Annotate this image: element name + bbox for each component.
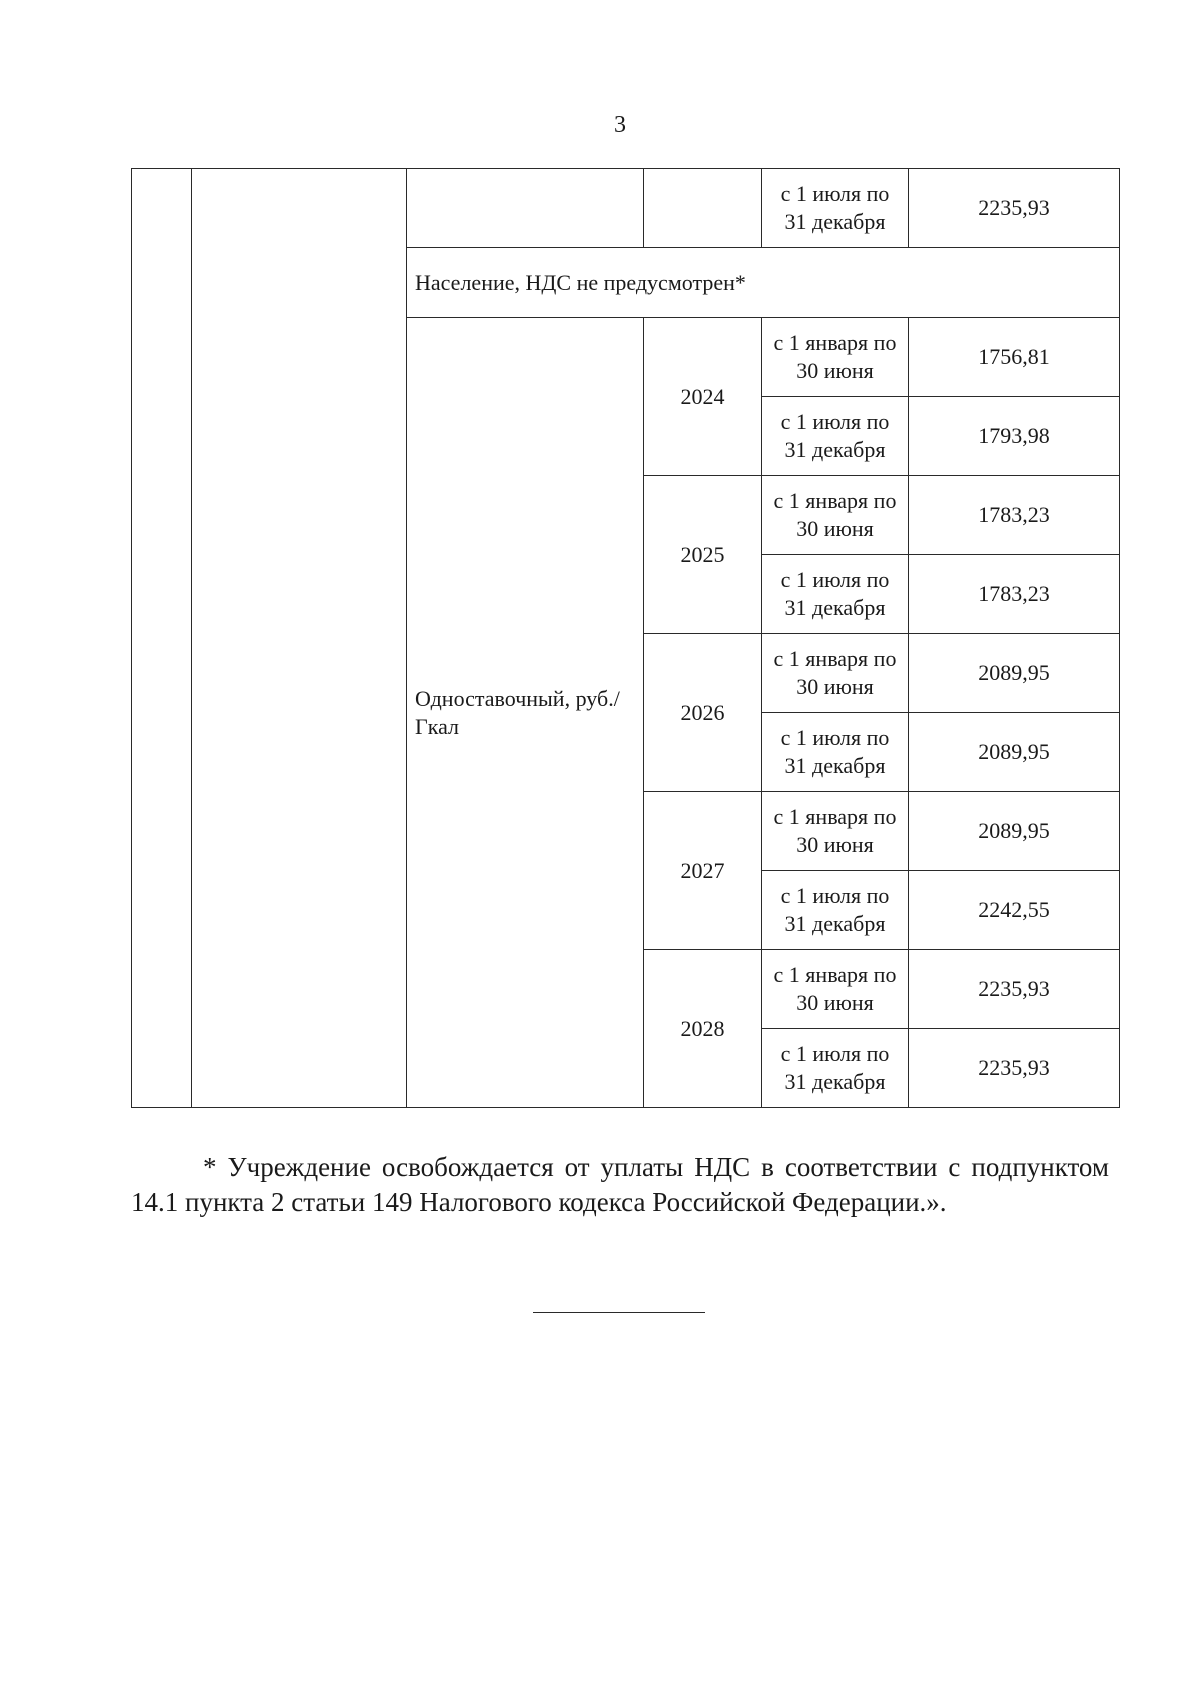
tariff-value-cell: 2235,93 (909, 169, 1120, 248)
footnote: * Учреждение освобождается от уплаты НДС в соответствии с подпунктом 14.1 пункта 2 статьи 149 Налогового кодекса Российской Федерации.». (131, 1152, 1109, 1217)
year-cell: 2027 (644, 792, 762, 950)
tariff-value-cell: 1793,98 (909, 397, 1120, 476)
period-cell: с 1 июля по 31 декабря (762, 1029, 909, 1108)
tariff-value-cell: 2242,55 (909, 871, 1120, 950)
period-cell: с 1 июля по 31 декабря (762, 555, 909, 634)
rate-type-cell-empty (407, 169, 644, 248)
organization-cell (192, 169, 407, 1108)
period-cell: с 1 июля по 31 декабря (762, 169, 909, 248)
year-cell: 2028 (644, 950, 762, 1108)
tariff-value-cell: 2089,95 (909, 792, 1120, 871)
end-divider (533, 1312, 705, 1313)
tariff-value-cell: 1783,23 (909, 476, 1120, 555)
tariff-value-cell: 1756,81 (909, 318, 1120, 397)
period-cell: с 1 января по 30 июня (762, 792, 909, 871)
period-cell: с 1 января по 30 июня (762, 634, 909, 713)
tariff-table (131, 168, 1120, 1108)
rate-type-cell: Одноставочный, руб./Гкал (407, 318, 644, 1108)
period-cell: с 1 января по 30 июня (762, 476, 909, 555)
number-cell (132, 169, 192, 1108)
period-cell: с 1 января по 30 июня (762, 950, 909, 1029)
page-number: 3 (614, 112, 626, 138)
category-cell: Население, НДС не предусмотрен* (407, 248, 1120, 318)
table-row-continuation (132, 169, 1120, 248)
tariff-value-cell: 2089,95 (909, 713, 1120, 792)
period-cell: с 1 июля по 31 декабря (762, 397, 909, 476)
year-cell: 2024 (644, 318, 762, 476)
period-cell: с 1 июля по 31 декабря (762, 713, 909, 792)
year-cell: 2025 (644, 476, 762, 634)
tariff-value-cell: 2089,95 (909, 634, 1120, 713)
year-cell-empty (644, 169, 762, 248)
tariff-value-cell: 1783,23 (909, 555, 1120, 634)
tariff-value-cell: 2235,93 (909, 950, 1120, 1029)
period-cell: с 1 января по 30 июня (762, 318, 909, 397)
period-cell: с 1 июля по 31 декабря (762, 871, 909, 950)
tariff-value-cell: 2235,93 (909, 1029, 1120, 1108)
year-cell: 2026 (644, 634, 762, 792)
